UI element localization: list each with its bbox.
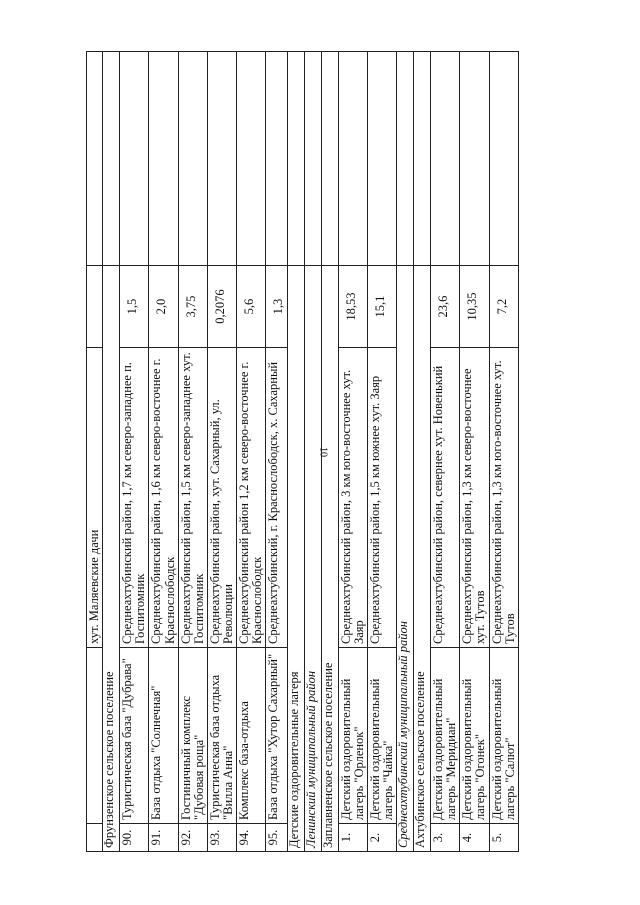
section-row bbox=[103, 52, 120, 852]
table-row bbox=[149, 52, 178, 852]
section-label: Ахтубинское сельское поселение bbox=[414, 266, 431, 852]
cell-address: Среднеахтубинский район, 1,3 км юго-восточнее хут. Тутов bbox=[489, 348, 518, 648]
cell-extra bbox=[87, 52, 103, 266]
document-page bbox=[86, 52, 568, 852]
cell-name: Детский оздоровительный лагерь "Салют" bbox=[489, 648, 518, 824]
cell-name: Детский оздоровительный лагерь "Меридиан" bbox=[431, 648, 460, 824]
cell-extra bbox=[149, 52, 178, 266]
cell-value: 2,0 bbox=[149, 266, 178, 348]
section-label: Среднеахтубинский муниципальный район bbox=[397, 266, 414, 852]
section-label: Детские оздоровительные лагеря bbox=[287, 266, 304, 852]
cell-name: Гостиничный комплекс "Дубовая роща" bbox=[178, 648, 207, 824]
table-row bbox=[489, 52, 518, 852]
cell-extra bbox=[266, 52, 287, 266]
cell-extra bbox=[304, 52, 321, 266]
cell-num: 90. bbox=[120, 824, 149, 852]
cell-extra bbox=[120, 52, 149, 266]
cell-extra bbox=[103, 52, 120, 266]
cell-value: 7,2 bbox=[489, 266, 518, 348]
cell-address: Среднеахтубинский район, 1,5 км южнее хут. Заяр bbox=[367, 348, 396, 648]
cell-num: 1. bbox=[338, 824, 367, 852]
cell-value: 0,2076 bbox=[207, 266, 236, 348]
cell-num: 3. bbox=[431, 824, 460, 852]
cell-num: 5. bbox=[489, 824, 518, 852]
cell-value: 10,35 bbox=[460, 266, 489, 348]
cell-extra bbox=[321, 52, 338, 266]
cell-value: 1,5 bbox=[120, 266, 149, 348]
cell-extra bbox=[460, 52, 489, 266]
table-row bbox=[367, 52, 396, 852]
cell-extra bbox=[367, 52, 396, 266]
cell-value: 18,53 bbox=[338, 266, 367, 348]
cell-extra bbox=[237, 52, 266, 266]
section-row bbox=[321, 52, 338, 852]
cell-value: 5,6 bbox=[237, 266, 266, 348]
section-row bbox=[287, 52, 304, 852]
cell-name: Детский оздоровительный лагерь "Огонек" bbox=[460, 648, 489, 824]
cell-extra bbox=[338, 52, 367, 266]
cell-name: Туристическая база отдыха "Вилла Анна" bbox=[207, 648, 236, 824]
cell-value: 23,6 bbox=[431, 266, 460, 348]
table-row bbox=[431, 52, 460, 852]
table-row bbox=[207, 52, 236, 852]
cell-name: Комплекс база-отдыха bbox=[237, 648, 266, 824]
cell-address: Среднеахтубинский район 1,2 км северо-восточнее г. Краснослободск bbox=[237, 348, 266, 648]
cell-address: Среднеахтубинский, г. Краснослободск, х. Сахарный bbox=[266, 348, 287, 648]
cell-value: 1,3 bbox=[266, 266, 287, 348]
cell-value: 3,75 bbox=[178, 266, 207, 348]
cell-num: 91. bbox=[149, 824, 178, 852]
section-label: Заплавненское сельское поселение bbox=[321, 266, 338, 852]
cell-num: 94. bbox=[237, 824, 266, 852]
section-row bbox=[304, 52, 321, 852]
cell-extra bbox=[287, 52, 304, 266]
cell-extra bbox=[207, 52, 236, 266]
table-row bbox=[266, 52, 287, 852]
cell-num: 93. bbox=[207, 824, 236, 852]
top-row bbox=[87, 52, 103, 852]
cell-name: База отдыха "Солнечная" bbox=[149, 648, 178, 824]
cell-value bbox=[87, 266, 103, 348]
cell-address: Среднеахтубинский район, 1,7 км северо-западнее п. Госпитомник bbox=[120, 348, 149, 648]
cell-address: Среднеахтубинский район, 1,3 км северо-восточнее хут. Тутов bbox=[460, 348, 489, 648]
cell-extra bbox=[489, 52, 518, 266]
cell-address: Среднеахтубинский район, 3 км юго-восточнее хут. Заяр bbox=[338, 348, 367, 648]
cell-name: Детский оздоровительный лагерь "Чайка" bbox=[367, 648, 396, 824]
table-row bbox=[120, 52, 149, 852]
cell-value: 15,1 bbox=[367, 266, 396, 348]
cell-address: Среднеахтубинский район, 1,6 км северо-восточнее г. Краснослободск bbox=[149, 348, 178, 648]
resorts-table bbox=[86, 51, 519, 852]
cell-num: 95. bbox=[266, 824, 287, 852]
cell-name bbox=[87, 648, 103, 824]
cell-extra bbox=[431, 52, 460, 266]
table-body bbox=[87, 52, 519, 852]
table-rotated-wrapper bbox=[86, 52, 568, 852]
section-row bbox=[414, 52, 431, 852]
cell-extra bbox=[397, 52, 414, 266]
table-row bbox=[338, 52, 367, 852]
cell-name: Туристическая база "Дубрава" bbox=[120, 648, 149, 824]
cell-num: 2. bbox=[367, 824, 396, 852]
table-row bbox=[237, 52, 266, 852]
cell-extra bbox=[178, 52, 207, 266]
cell-address: Среднеахтубинский район, севернее хут. Новенький bbox=[431, 348, 460, 648]
cell-address: Среднеахтубинский район, хут. Сахарный, ул. Революции bbox=[207, 348, 236, 648]
section-label: Фрунзенское сельское поселение bbox=[103, 266, 120, 852]
cell-name: Детский оздоровительный лагерь "Орленок" bbox=[338, 648, 367, 824]
cell-num: 4. bbox=[460, 824, 489, 852]
section-row bbox=[397, 52, 414, 852]
cell-extra bbox=[414, 52, 431, 266]
cell-num: 92. bbox=[178, 824, 207, 852]
table-row bbox=[460, 52, 489, 852]
cell-address: хут. Маляевские дачи bbox=[87, 348, 103, 648]
section-label: Ленинский муниципальный район bbox=[304, 266, 321, 852]
cell-name: База отдыха "Хутор Сахарный" bbox=[266, 648, 287, 824]
cell-address: Среднеахтубинский район, 1,5 км северо-западнее хут. Госпитомник bbox=[178, 348, 207, 648]
cell-num bbox=[87, 824, 103, 852]
page-number: 10 bbox=[317, 447, 329, 457]
table-row bbox=[178, 52, 207, 852]
